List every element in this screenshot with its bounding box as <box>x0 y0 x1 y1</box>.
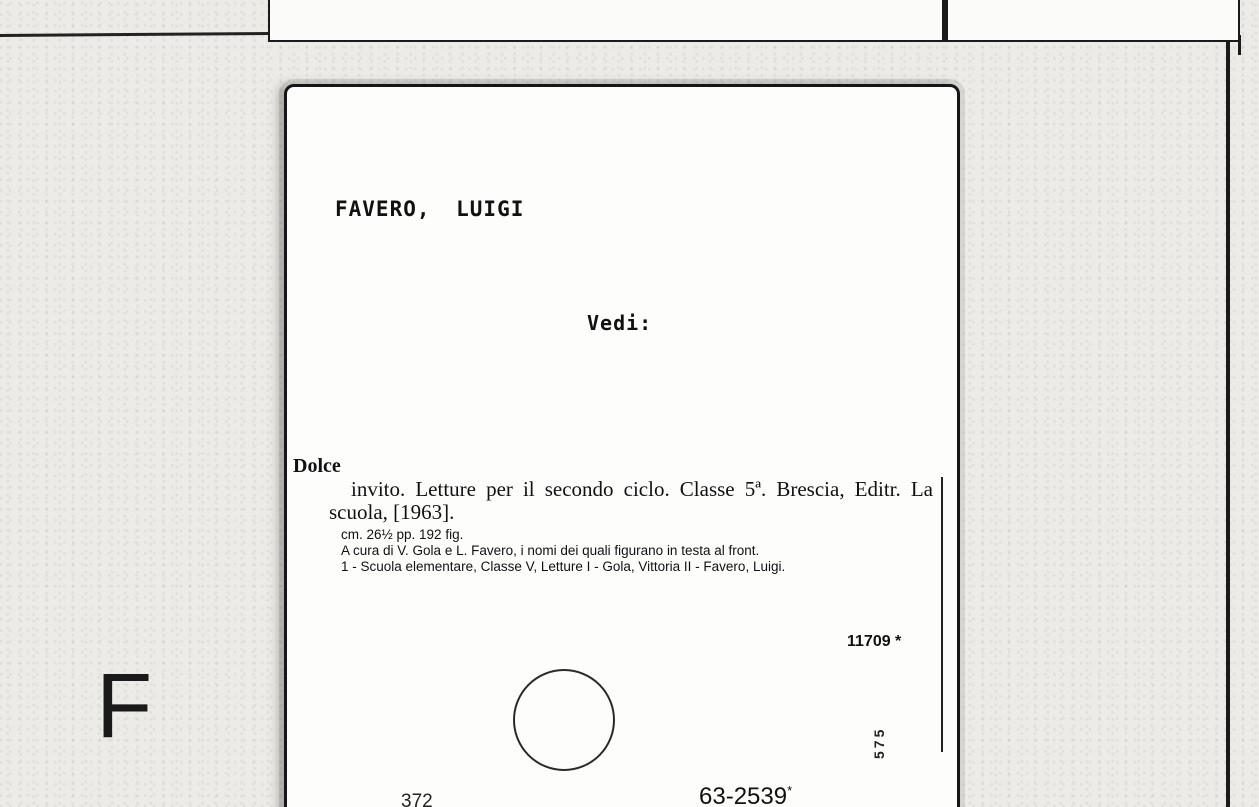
card-punch-hole <box>513 669 615 771</box>
entry-lead-word: Dolce <box>293 455 341 477</box>
control-number-value: 63-2539 <box>699 783 788 807</box>
card-vertical-rule <box>941 477 943 752</box>
drawer-letter: F <box>96 655 153 757</box>
see-reference-label: Vedi: <box>587 311 653 335</box>
entry-physical-description: cm. 26½ pp. 192 fig. <box>341 527 464 542</box>
entry-number: 11709 * <box>847 633 902 650</box>
side-code: 575 <box>871 726 887 759</box>
card-heading: FAVERO, LUIGI <box>335 197 525 221</box>
entry-publisher-line: Editr. La scuola, [1963]. <box>329 477 933 524</box>
page-number: 372 <box>401 791 433 807</box>
entry-subjects: 1 - Scuola elementare, Classe V, Letture I - Gola, Vittoria II - Favero, Luigi. <box>341 559 786 574</box>
entry-title <box>293 478 933 524</box>
card-border-right <box>1226 42 1230 807</box>
previous-card-left <box>268 0 944 42</box>
bibliographic-entry <box>293 455 933 575</box>
control-number-mark: * <box>787 783 793 798</box>
catalog-card <box>284 84 960 807</box>
entry-title-line: invito. Letture per il secondo ciclo. Classe 5ª. Brescia, <box>351 477 845 501</box>
previous-card-right <box>944 0 1240 42</box>
control-number <box>699 783 792 807</box>
entry-note: A cura di V. Gola e L. Favero, i nomi dei quali figurano in testa al front. <box>341 543 760 558</box>
previous-card-edge <box>0 32 270 37</box>
card-border-right-top <box>1238 35 1241 55</box>
